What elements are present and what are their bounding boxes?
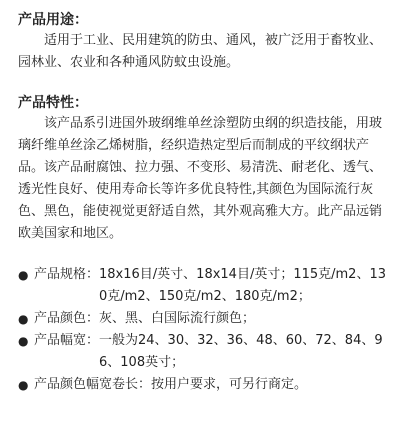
section-spacer — [18, 74, 391, 93]
usage-text: 适用于工业、民用建筑的防虫、通风，被广泛用于畜牧业、园林业、农业和各种通风防蚊虫设施。 — [18, 33, 383, 70]
spec-item-color — [18, 308, 391, 330]
bullet-icon: ● — [18, 378, 29, 392]
spec-value: 一般为24、30、32、36、48、60、72、84、96、108英寸； — [99, 333, 383, 370]
bullet-icon: ● — [18, 334, 29, 348]
spec-label: 产品颜色幅宽卷长： — [34, 377, 152, 392]
bullet-icon: ● — [18, 268, 29, 282]
usage-title: 产品用途： — [18, 12, 88, 28]
spec-value: 18x16目/英寸、18x14目/英寸；115克/m2、130克/m2、150克/m2、180克/m2； — [99, 267, 386, 304]
spec-value: 按用户要求，可另行商定。 — [151, 377, 308, 392]
spec-list — [18, 264, 391, 396]
features-title: 产品特性： — [18, 95, 88, 111]
section-spacer — [18, 245, 391, 264]
spec-item-size — [18, 264, 391, 308]
spec-label: 产品颜色： — [34, 311, 100, 326]
bullet-icon: ● — [18, 312, 29, 326]
spec-label: 产品幅宽： — [34, 333, 100, 348]
features-text: 该产品系引进国外玻纲维单丝涂塑防虫纲的织造技能，用玻璃纤维单丝涂乙烯树脂，经织造热定型后而制成的平纹纲状产品。该产品耐腐蚀、拉力强、不变形、易清洗、耐老化、透气、透光性良好、使用寿命长等许多优良特性,其颜色为国际流行灰色、黑色，能使视觉更舒适自然，其外观高雅大方。此产品远销欧美国家和地区。 — [18, 116, 383, 241]
spec-item-width — [18, 330, 391, 374]
spec-value: 灰、黑、白国际流行颜色； — [99, 311, 256, 326]
spec-item-roll-length — [18, 374, 391, 396]
spec-label: 产品规格： — [34, 267, 100, 282]
